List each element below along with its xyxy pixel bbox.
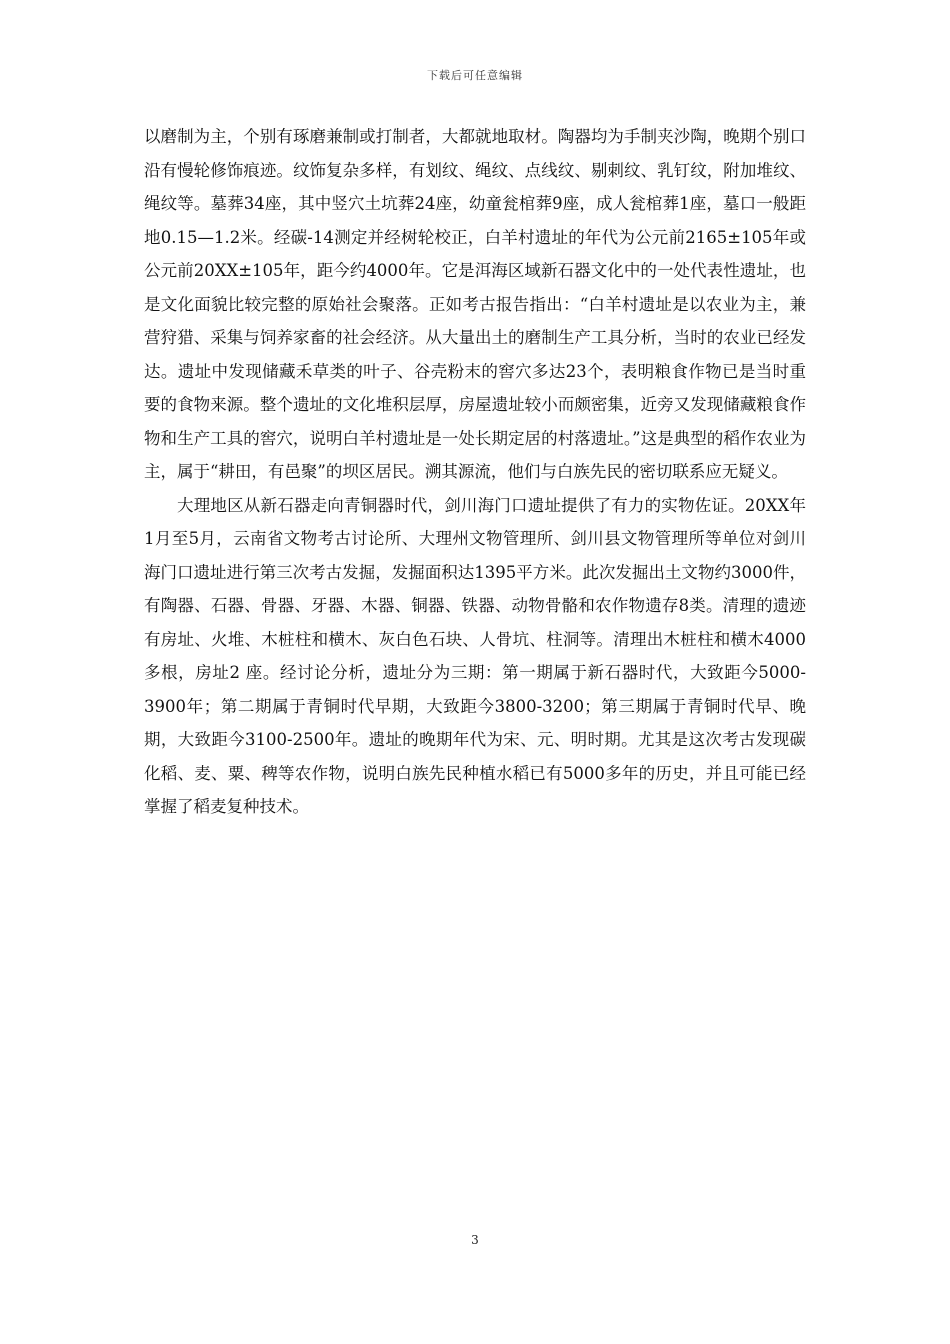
document-body: [144, 120, 806, 824]
page-header: 下载后可任意编辑: [427, 69, 523, 82]
paragraph-2: 大理地区从新石器走向青铜器时代，剑川海门口遗址提供了有力的实物佐证。20XX年1月至5月，云南省文物考古讨论所、大理州文物管理所、剑川县文物管理所等单位对剑川海门口遗址进行第三次考古发掘，发掘面积达1395平方米。此次发掘出土文物约3000件，有陶器、石器、骨器、牙器、木器、铜器、铁器、动物骨骼和农作物遗存8类。清理的遗迹有房址、火堆、木桩柱和横木、灰白色石块、人骨坑、柱洞等。清理出木桩柱和横木4000多根，房址2 座。经讨论分析，遗址分为三期：第一期属于新石器时代，大致距今5000-3900年；第二期属于青铜时代早期，大致距今3800-3200；第三期属于青铜时代早、晚期，大致距今3100-2500年。遗址的晚期年代为宋、元、明时期。尤其是这次考古发现碳化稻、麦、粟、稗等农作物，说明白族先民种植水稻已有5000多年的历史，并且可能已经掌握了稻麦复种技术。: [144, 495, 806, 816]
page-number: 3: [471, 1233, 479, 1247]
paragraph-1: 以磨制为主，个别有琢磨兼制或打制者，大都就地取材。陶器均为手制夹沙陶，晚期个别口沿有慢轮修饰痕迹。纹饰复杂多样，有划纹、绳纹、点线纹、剔刺纹、乳钉纹，附加堆纹、绳纹等。墓葬34座，其中竖穴土坑葬24座，幼童瓮棺葬9座，成人瓮棺葬1座，墓口一般距地0.15—1.2米。经碳-14测定并经树轮校正，白羊村遗址的年代为公元前2165±105年或公元前20XX±105年，距今约4000年。它是洱海区域新石器文化中的一处代表性遗址，也是文化面貌比较完整的原始社会聚落。正如考古报告指出：“白羊村遗址是以农业为主，兼营狩猎、采集与饲养家畜的社会经济。从大量出土的磨制生产工具分析，当时的农业已经发达。遗址中发现储藏禾草类的叶子、谷壳粉末的窖穴多达23个，表明粮食作物已是当时重要的食物来源。整个遗址的文化堆积层厚，房屋遗址较小而颇密集，近旁又发现储藏粮食作物和生产工具的窖穴，说明白羊村遗址是一处长期定居的村落遗址。”这是典型的稻作农业为主，属于“耕田，有邑聚”的坝区居民。溯其源流，他们与白族先民的密切联系应无疑义。: [144, 127, 806, 481]
